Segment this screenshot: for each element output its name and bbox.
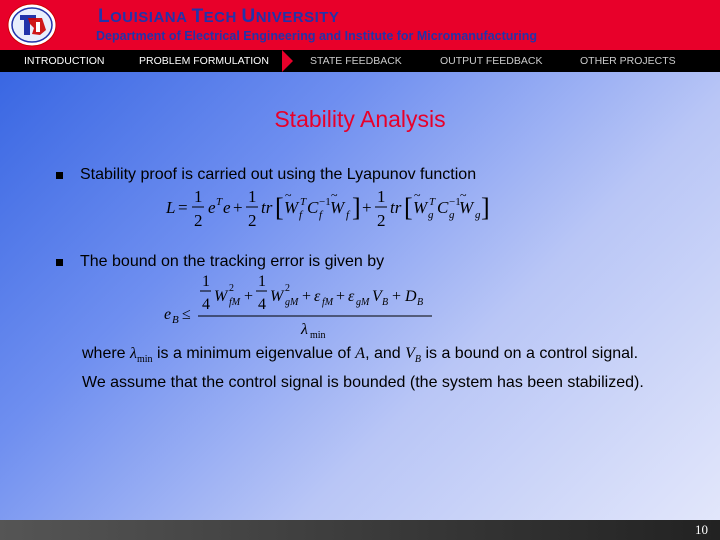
svg-text:fM: fM: [322, 297, 334, 308]
svg-text:4: 4: [202, 296, 210, 313]
svg-text:=: =: [178, 198, 188, 217]
svg-text:~: ~: [460, 188, 467, 202]
nav-active-arrow-icon: [282, 50, 293, 72]
svg-text:1: 1: [377, 187, 386, 206]
svg-text:g: g: [428, 209, 434, 221]
svg-text:+: +: [233, 198, 243, 217]
page-number: 10: [695, 522, 708, 537]
svg-text:~: ~: [285, 188, 292, 202]
svg-text:T: T: [429, 196, 436, 208]
svg-text:2: 2: [377, 211, 386, 230]
university-name: LOUISIANA TECH UNIVERSITY: [98, 6, 340, 27]
footer-bar: [0, 520, 720, 540]
nav-bar: [0, 50, 720, 72]
svg-text:B: B: [382, 297, 389, 308]
louisiana-tech-logo: [6, 2, 58, 48]
nav-other-projects[interactable]: OTHER PROJECTS: [580, 55, 676, 67]
bullet-icon: [56, 172, 63, 179]
nav-problem-formulation[interactable]: PROBLEM FORMULATION: [139, 55, 269, 67]
lyapunov-equation: [160, 186, 490, 232]
bullet-icon: [56, 259, 63, 266]
svg-text:e: e: [208, 198, 216, 217]
svg-text:W: W: [270, 288, 284, 305]
svg-text:gM: gM: [285, 297, 299, 308]
svg-text:]: ]: [352, 193, 361, 222]
svg-text:C: C: [437, 198, 449, 217]
svg-text:e: e: [164, 306, 172, 323]
explanation-paragraph: where $\lambda_{min}$ is a minimum eigenvalue of A, and $V_B$ is a bound on a control signal. We assume that the control signal is bounded (the system has been stabilized).: [82, 345, 644, 392]
svg-text:+: +: [244, 288, 254, 305]
svg-text:+: +: [302, 288, 312, 305]
svg-text:1: 1: [248, 187, 257, 206]
svg-text:B: B: [417, 297, 424, 308]
svg-text:C: C: [307, 198, 319, 217]
svg-text:4: 4: [258, 296, 266, 313]
nav-output-feedback[interactable]: OUTPUT FEEDBACK: [440, 55, 543, 67]
svg-text:B: B: [172, 314, 179, 326]
svg-text:~: ~: [414, 188, 421, 202]
svg-text:[: [: [275, 193, 284, 222]
svg-text:T: T: [216, 196, 223, 208]
svg-text:g: g: [475, 209, 481, 221]
svg-text:≤: ≤: [182, 306, 191, 323]
svg-text:W: W: [413, 198, 428, 217]
svg-text:W: W: [284, 198, 299, 217]
svg-text:min: min: [310, 330, 326, 341]
svg-text:λ: λ: [301, 321, 308, 338]
svg-text:+: +: [336, 288, 346, 305]
svg-text:T: T: [300, 196, 307, 208]
svg-text:gM: gM: [356, 297, 370, 308]
svg-text:1: 1: [194, 187, 203, 206]
svg-text:−1: −1: [319, 196, 331, 208]
svg-text:g: g: [449, 209, 455, 221]
svg-text:ε: ε: [314, 288, 321, 305]
nav-introduction[interactable]: INTRODUCTION: [24, 55, 105, 67]
svg-text:W: W: [459, 198, 474, 217]
slide-title: Stability Analysis: [274, 106, 446, 132]
svg-text:[: [: [404, 193, 413, 222]
svg-text:1: 1: [258, 273, 266, 290]
department-name: Department of Electrical Engineering and Institute for Micromanufacturing: [96, 29, 538, 43]
tracking-error-bound-equation: [160, 272, 440, 342]
svg-text:+: +: [392, 288, 402, 305]
svg-text:~: ~: [331, 188, 338, 202]
bullet-2-text: The bound on the tracking error is given by: [80, 253, 385, 270]
svg-text:2: 2: [194, 211, 203, 230]
nav-state-feedback[interactable]: STATE FEEDBACK: [310, 55, 402, 67]
svg-text:1: 1: [202, 273, 210, 290]
bullet-1-text: Stability proof is carried out using the Lyapunov function: [80, 166, 477, 183]
svg-text:f: f: [346, 209, 350, 221]
header-bar: [0, 0, 720, 50]
svg-text:tr: tr: [261, 198, 273, 217]
svg-text:fM: fM: [229, 297, 241, 308]
svg-text:W: W: [330, 198, 345, 217]
svg-text:]: ]: [481, 193, 490, 222]
svg-text:−1: −1: [449, 196, 461, 208]
svg-text:W: W: [214, 288, 228, 305]
svg-text:e: e: [223, 198, 231, 217]
svg-text:ε: ε: [348, 288, 355, 305]
svg-text:L: L: [166, 198, 176, 217]
svg-text:f: f: [319, 209, 323, 221]
svg-text:D: D: [405, 288, 417, 305]
svg-text:V: V: [372, 288, 382, 305]
svg-text:+: +: [362, 198, 372, 217]
svg-text:tr: tr: [390, 198, 402, 217]
svg-text:2: 2: [229, 283, 234, 294]
svg-text:2: 2: [248, 211, 257, 230]
svg-text:2: 2: [285, 283, 290, 294]
svg-text:f: f: [299, 209, 303, 221]
